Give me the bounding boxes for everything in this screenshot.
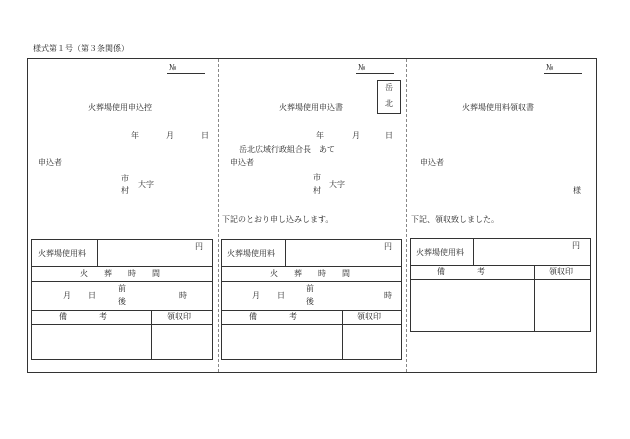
col2-remarks-divider	[342, 310, 343, 360]
col2-day-label: 日	[277, 291, 285, 300]
col1-day: 日	[201, 131, 209, 140]
col2-oaza: 大字	[329, 180, 345, 189]
col1-village: 村	[121, 186, 129, 195]
col2-addressee: 岳北広域行政組合長 あて	[239, 145, 335, 154]
col1-fee-divider	[97, 239, 98, 266]
col1-no-underline	[167, 73, 205, 74]
col2-year: 年	[316, 131, 324, 140]
col2-stamp-bottom: 北	[385, 99, 393, 108]
col1-row-line-3	[31, 310, 213, 311]
col2-month-label: 月	[252, 291, 260, 300]
col2-day: 日	[385, 131, 393, 140]
col1-month: 月	[166, 131, 174, 140]
col3-title: 火葬場使用料領収書	[462, 103, 534, 112]
col1-yen: 円	[195, 242, 203, 251]
col1-remarks-divider	[151, 310, 152, 360]
col3-remarks-header: 備 考	[437, 267, 485, 276]
col1-am: 前	[118, 284, 126, 293]
col1-receipt-seal-header: 領収印	[167, 312, 191, 321]
col1-cremation-time-header: 火 葬 時 間	[80, 269, 160, 278]
col1-row-line-2	[31, 281, 213, 282]
col3-fee-divider	[473, 238, 474, 265]
col2-request-text: 下記のとおり申し込みします。	[222, 215, 334, 224]
col2-month: 月	[352, 131, 360, 140]
col1-applicant-label: 申込者	[38, 158, 62, 167]
col1-title: 火葬場使用申込控	[88, 103, 152, 112]
col2-hour: 時	[384, 291, 392, 300]
col2-no-underline	[356, 73, 394, 74]
col2-title: 火葬場使用申込書	[279, 103, 343, 112]
col1-hour: 時	[179, 291, 187, 300]
col2-cremation-time-header: 火 葬 時 間	[270, 269, 350, 278]
col1-no-label: №	[169, 63, 177, 72]
col2-no-label: №	[358, 63, 366, 72]
col3-no-label: №	[546, 63, 554, 72]
col1-year: 年	[131, 131, 139, 140]
col1-pm: 後	[118, 297, 126, 306]
col3-row-line-1	[410, 265, 591, 266]
col3-row-line-2	[410, 279, 591, 280]
col1-row-line-1	[31, 266, 213, 267]
col2-stamp-top: 岳	[385, 83, 393, 92]
col2-city: 市	[313, 173, 321, 182]
col2-am: 前	[306, 284, 314, 293]
col2-row-line-3	[221, 310, 402, 311]
col2-row-line-1	[221, 266, 402, 267]
col2-receipt-seal-header: 領収印	[357, 312, 381, 321]
col1-remarks-header: 備 考	[59, 312, 107, 321]
col2-row-line-2	[221, 281, 402, 282]
col1-month-label: 月	[63, 291, 71, 300]
col1-row-line-4	[31, 324, 213, 325]
cut-line-2	[406, 59, 407, 372]
col2-applicant-label: 申込者	[230, 158, 254, 167]
col1-fee-label: 火葬場使用料	[38, 249, 86, 258]
col3-applicant-label: 申込者	[420, 158, 444, 167]
col2-yen: 円	[384, 242, 392, 251]
col3-no-underline	[544, 73, 582, 74]
col3-receipt-seal-header: 領収印	[549, 267, 573, 276]
col2-fee-label: 火葬場使用料	[227, 249, 275, 258]
col3-sama: 様	[573, 186, 581, 195]
col1-city: 市	[121, 174, 129, 183]
col2-village: 村	[313, 186, 321, 195]
col1-oaza: 大字	[138, 180, 154, 189]
col2-pm: 後	[306, 297, 314, 306]
cut-line-1	[218, 59, 219, 372]
form-number-label: 様式第１号（第３条関係）	[33, 44, 129, 53]
col1-day-label: 日	[88, 291, 96, 300]
col2-fee-divider	[285, 239, 286, 266]
col3-remarks-divider	[534, 265, 535, 332]
col3-fee-label: 火葬場使用料	[416, 248, 464, 257]
col2-remarks-header: 備 考	[249, 312, 297, 321]
col2-row-line-4	[221, 324, 402, 325]
col3-received-text: 下記、領収致しました。	[411, 215, 499, 224]
col3-yen: 円	[572, 241, 580, 250]
